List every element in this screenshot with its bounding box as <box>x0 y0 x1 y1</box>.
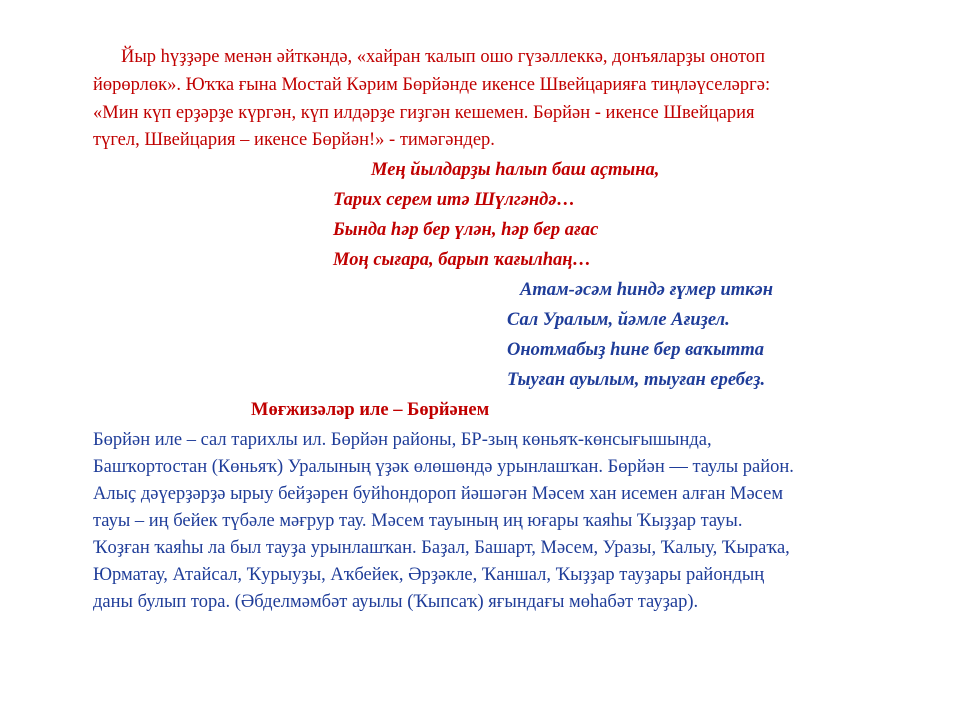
intro-line-3: «Мин күп ерҙәрҙе күргән, күп илдәрҙе гиҙгән кешемен. Бөрйән - икенсе Швейцария <box>93 103 755 123</box>
intro-line-2: йөрөрлөк». Юҡҡа ғына Мостай Кәрим Бөрйәндe икенсе Швейцарияға тиңләүселәргә: <box>93 75 771 95</box>
section-heading: Мөғжизәләр иле – Бөрйәнем <box>251 400 490 420</box>
stanza1-line-2: Тарих серем итә Шүлгәндә… <box>333 190 576 210</box>
stanza2-line-1: Атам-әсәм һиндә ғүмер иткән <box>520 280 773 300</box>
stanza1-line-4: Моң сығара, барып ҡағылһаң… <box>333 250 592 270</box>
description-line-7: даны булып тора. (Әбделмәмбәт ауылы (Ҡыпсаҡ) яғындағы мөһабәт тауҙар). <box>93 592 699 612</box>
description-line-3: Алыҫ дәүерҙәрҙә ырыу бейҙәрен буйһондороп йәшәгән Мәсем хан исемен алған Мәсем <box>93 484 784 504</box>
description-line-5: Ҡоҙған ҡаяһы ла был тауҙа урынлашҡан. Баҙал, Башарт, Мәсем, Уразы, Ҡалыу, Ҡыраҡа, <box>93 538 790 558</box>
intro-line-1: Йыр һүҙҙәре менән әйткәндә, «хайран ҡалып ошо гүзәллеккә, донъяларҙы онотоп <box>121 47 766 67</box>
description-line-1: Бөрйән иле – сал тарихлы ил. Бөрйән районы, БР-зың көньяҡ-көнсығышында, <box>93 430 712 450</box>
stanza2-line-2: Сал Уралым, йәмле Ағиҙел. <box>507 310 730 330</box>
description-line-2: Башҡортостан (Көньяҡ) Уралының үҙәк өлөшөндә урынлашҡан. Бөрйән — таулы район. <box>93 457 794 477</box>
stanza2-line-3: Онотмабыҙ һине бер ваҡытта <box>507 340 764 360</box>
stanza1-line-1: Мең йылдарҙы һалып баш аҫтына, <box>371 160 660 180</box>
description-line-6: Юрматау, Атайсал, Ҡурыуҙы, Аҡбейек, Әрҙәкле, Ҡаншал, Ҡыҙҙар тауҙары райондың <box>93 565 765 585</box>
stanza1-line-3: Бында һәр бер үлән, һәр бер ағас <box>333 220 599 240</box>
intro-line-4: түгел, Швейцария – икенсе Бөрйән!» - тимәгәндер. <box>93 130 495 150</box>
stanza2-line-4: Тыуған ауылым, тыуған еребеҙ. <box>507 370 766 390</box>
description-line-4: тауы – иң бейек түбәле мәғрур тау. Мәсем тауының иң юғары ҡаяһы Ҡыҙҙар тауы. <box>93 511 743 531</box>
